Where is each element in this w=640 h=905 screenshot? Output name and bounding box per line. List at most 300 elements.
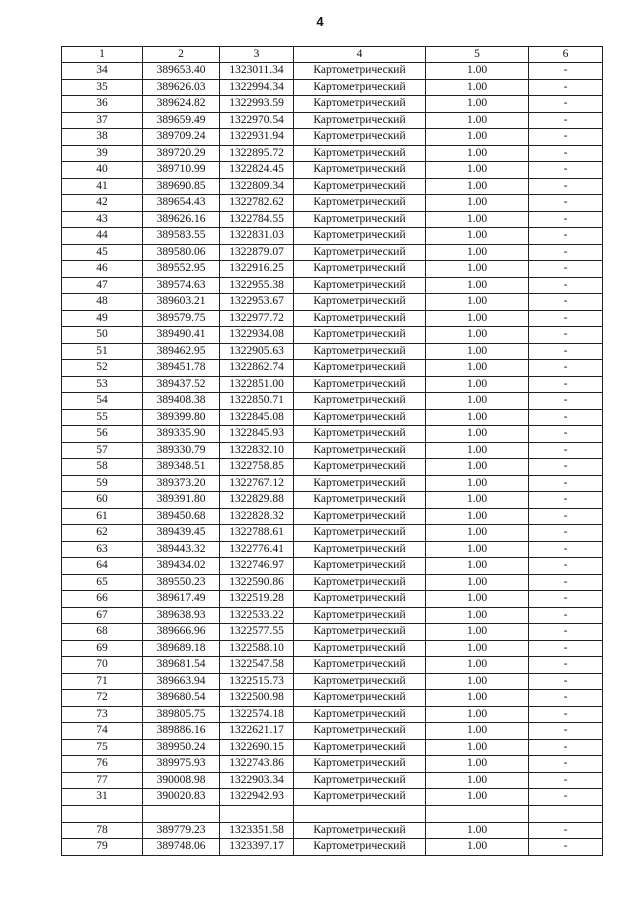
table-row — [62, 690, 603, 707]
table-cell: 1.00 — [426, 211, 529, 228]
table-cell: 1.00 — [426, 442, 529, 459]
table-row — [62, 805, 603, 822]
table-cell: 1322690.15 — [220, 739, 294, 756]
table-cell: 76 — [62, 756, 143, 773]
table-cell: 1.00 — [426, 558, 529, 575]
table-cell: Картометрический — [294, 525, 426, 542]
table-row — [62, 541, 603, 558]
table-cell: 1322743.86 — [220, 756, 294, 773]
table-cell: Картометрический — [294, 459, 426, 476]
table-cell: 389583.55 — [143, 228, 220, 245]
table-cell: Картометрический — [294, 822, 426, 839]
table-cell: 1322977.72 — [220, 310, 294, 327]
table-cell: 1322931.94 — [220, 129, 294, 146]
table-cell: 389654.43 — [143, 195, 220, 212]
column-header: 4 — [294, 47, 426, 63]
table-cell: 389720.29 — [143, 145, 220, 162]
table-cell: Картометрический — [294, 360, 426, 377]
table-cell: Картометрический — [294, 294, 426, 311]
table-cell: - — [529, 96, 603, 113]
table-cell: - — [529, 409, 603, 426]
table-cell: 1.00 — [426, 839, 529, 856]
table-cell: - — [529, 426, 603, 443]
table-cell: 389626.16 — [143, 211, 220, 228]
table-cell: 389886.16 — [143, 723, 220, 740]
table-cell: - — [529, 195, 603, 212]
table-cell: - — [529, 624, 603, 641]
table-cell: - — [529, 376, 603, 393]
table-cell: 389710.99 — [143, 162, 220, 179]
table-cell: 1.00 — [426, 492, 529, 509]
table-cell: 1322934.08 — [220, 327, 294, 344]
table-cell: 1322788.61 — [220, 525, 294, 542]
table-cell: 389950.24 — [143, 739, 220, 756]
table-cell: 1322824.45 — [220, 162, 294, 179]
table-cell: 1.00 — [426, 96, 529, 113]
table-cell: - — [529, 145, 603, 162]
table-cell: 1.00 — [426, 640, 529, 657]
table-cell: Картометрический — [294, 162, 426, 179]
table-cell: 1322809.34 — [220, 178, 294, 195]
table-cell: 1322955.38 — [220, 277, 294, 294]
table-body — [62, 63, 603, 856]
table-cell: 1.00 — [426, 508, 529, 525]
table-cell: - — [529, 261, 603, 278]
table-cell: - — [529, 673, 603, 690]
table-cell: 67 — [62, 607, 143, 624]
table-cell: 389681.54 — [143, 657, 220, 674]
table-row — [62, 310, 603, 327]
table-row — [62, 360, 603, 377]
column-header: 6 — [529, 47, 603, 63]
table-cell: 1322903.34 — [220, 772, 294, 789]
table-cell: - — [529, 294, 603, 311]
table-cell: 63 — [62, 541, 143, 558]
table-cell: 389451.78 — [143, 360, 220, 377]
table-cell: 35 — [62, 79, 143, 96]
table-cell: - — [529, 228, 603, 245]
table-cell: 1.00 — [426, 739, 529, 756]
table-cell: 389617.49 — [143, 591, 220, 608]
table-cell: 78 — [62, 822, 143, 839]
table-cell: Картометрический — [294, 327, 426, 344]
table-cell: 1322879.07 — [220, 244, 294, 261]
table-row — [62, 211, 603, 228]
table-cell: - — [529, 112, 603, 129]
table-cell: - — [529, 690, 603, 707]
table-cell: 1322831.03 — [220, 228, 294, 245]
table-cell: Картометрический — [294, 558, 426, 575]
table-cell: 390008.98 — [143, 772, 220, 789]
table-cell: 389663.94 — [143, 673, 220, 690]
table-cell: 1322519.28 — [220, 591, 294, 608]
table-cell: - — [529, 343, 603, 360]
table-cell: 1.00 — [426, 541, 529, 558]
table-cell: 64 — [62, 558, 143, 575]
table-cell: 1.00 — [426, 343, 529, 360]
table-cell: 53 — [62, 376, 143, 393]
table-cell: 77 — [62, 772, 143, 789]
table-cell: - — [529, 63, 603, 80]
table-row — [62, 558, 603, 575]
table-cell: 40 — [62, 162, 143, 179]
table-cell: 389552.95 — [143, 261, 220, 278]
table-cell: 47 — [62, 277, 143, 294]
table-cell: - — [529, 839, 603, 856]
column-header: 2 — [143, 47, 220, 63]
table-cell: 1.00 — [426, 822, 529, 839]
table-row — [62, 657, 603, 674]
table-cell: 44 — [62, 228, 143, 245]
table-cell: 36 — [62, 96, 143, 113]
table-cell: - — [529, 393, 603, 410]
table-cell: - — [529, 558, 603, 575]
table-cell: 43 — [62, 211, 143, 228]
table-cell: 1.00 — [426, 756, 529, 773]
table-row — [62, 508, 603, 525]
table-cell: 71 — [62, 673, 143, 690]
table-cell: 1.00 — [426, 195, 529, 212]
table-cell: 39 — [62, 145, 143, 162]
table-cell: 389437.52 — [143, 376, 220, 393]
table-cell: 1.00 — [426, 261, 529, 278]
table-cell: - — [529, 508, 603, 525]
table-cell: 1322577.55 — [220, 624, 294, 641]
table-row — [62, 591, 603, 608]
table-row — [62, 162, 603, 179]
table-cell: Картометрический — [294, 772, 426, 789]
table-cell: 46 — [62, 261, 143, 278]
table-cell: Картометрический — [294, 673, 426, 690]
table-cell: 389779.23 — [143, 822, 220, 839]
table-cell: Картометрический — [294, 426, 426, 443]
table-cell: 1322588.10 — [220, 640, 294, 657]
table-cell: 66 — [62, 591, 143, 608]
table-row — [62, 839, 603, 856]
table-cell: 389462.95 — [143, 343, 220, 360]
column-number-row — [62, 47, 603, 63]
table-cell: 68 — [62, 624, 143, 641]
table-cell: 69 — [62, 640, 143, 657]
table-cell: Картометрический — [294, 343, 426, 360]
table-cell: 70 — [62, 657, 143, 674]
table-cell: 1.00 — [426, 690, 529, 707]
table-cell: Картометрический — [294, 492, 426, 509]
table-cell: - — [529, 277, 603, 294]
table-cell — [62, 805, 143, 822]
table-cell: 57 — [62, 442, 143, 459]
table-row — [62, 112, 603, 129]
table-cell: 1322784.55 — [220, 211, 294, 228]
table-cell: 61 — [62, 508, 143, 525]
table-cell: 389603.21 — [143, 294, 220, 311]
table-row — [62, 178, 603, 195]
table-row — [62, 574, 603, 591]
table-cell: 1322758.85 — [220, 459, 294, 476]
table-cell: 1.00 — [426, 426, 529, 443]
table-cell: 389373.20 — [143, 475, 220, 492]
table-cell: - — [529, 739, 603, 756]
table-cell: - — [529, 360, 603, 377]
table-cell: 1.00 — [426, 475, 529, 492]
table-cell: 62 — [62, 525, 143, 542]
table-cell: Картометрический — [294, 739, 426, 756]
table-cell: 79 — [62, 839, 143, 856]
table-cell: 1322782.62 — [220, 195, 294, 212]
table-row — [62, 673, 603, 690]
table-cell: 1322862.74 — [220, 360, 294, 377]
table-cell: Картометрический — [294, 129, 426, 146]
table-cell: 1.00 — [426, 63, 529, 80]
table-cell: 49 — [62, 310, 143, 327]
table-cell: - — [529, 657, 603, 674]
table-row — [62, 409, 603, 426]
table-cell: Картометрический — [294, 706, 426, 723]
table-cell: 1322776.41 — [220, 541, 294, 558]
table-cell: 1322828.32 — [220, 508, 294, 525]
table-cell: 1322590.86 — [220, 574, 294, 591]
table-cell: Картометрический — [294, 310, 426, 327]
table-cell: 55 — [62, 409, 143, 426]
table-cell: 389399.80 — [143, 409, 220, 426]
table-row — [62, 228, 603, 245]
table-cell: 1322832.10 — [220, 442, 294, 459]
table-cell: 72 — [62, 690, 143, 707]
table-cell: Картометрический — [294, 178, 426, 195]
table-cell: Картометрический — [294, 640, 426, 657]
table-cell: 389579.75 — [143, 310, 220, 327]
table-cell: 389680.54 — [143, 690, 220, 707]
table-cell: - — [529, 607, 603, 624]
table-row — [62, 96, 603, 113]
table-cell: 1322515.73 — [220, 673, 294, 690]
table-cell: Картометрический — [294, 409, 426, 426]
table-cell: 1322895.72 — [220, 145, 294, 162]
coordinates-table — [61, 46, 603, 856]
table-cell: - — [529, 129, 603, 146]
table-cell: Картометрический — [294, 723, 426, 740]
table-cell: 1322767.12 — [220, 475, 294, 492]
table-cell: Картометрический — [294, 244, 426, 261]
table-cell: - — [529, 178, 603, 195]
table-cell: 1.00 — [426, 376, 529, 393]
table-row — [62, 277, 603, 294]
table-cell: 1323397.17 — [220, 839, 294, 856]
table-cell: 1.00 — [426, 360, 529, 377]
table-row — [62, 195, 603, 212]
table-row — [62, 426, 603, 443]
table-cell: 389748.06 — [143, 839, 220, 856]
table-cell: 1.00 — [426, 574, 529, 591]
table-cell: 389709.24 — [143, 129, 220, 146]
table-cell: 389666.96 — [143, 624, 220, 641]
table-cell: 389659.49 — [143, 112, 220, 129]
table-cell: 41 — [62, 178, 143, 195]
table-cell: 54 — [62, 393, 143, 410]
table-cell: 1322574.18 — [220, 706, 294, 723]
table-cell: Картометрический — [294, 261, 426, 278]
table-cell: 1.00 — [426, 673, 529, 690]
table-cell: 38 — [62, 129, 143, 146]
table-cell: - — [529, 525, 603, 542]
table-cell: 389574.63 — [143, 277, 220, 294]
table-cell: 1.00 — [426, 772, 529, 789]
table-row — [62, 393, 603, 410]
table-cell: 389638.93 — [143, 607, 220, 624]
table-cell: - — [529, 162, 603, 179]
table-cell: 1.00 — [426, 789, 529, 806]
table-row — [62, 459, 603, 476]
table-cell: 1323351.58 — [220, 822, 294, 839]
table-cell: 389335.90 — [143, 426, 220, 443]
table-cell: Картометрический — [294, 277, 426, 294]
table-cell: - — [529, 772, 603, 789]
table-cell: 1.00 — [426, 162, 529, 179]
table-cell: - — [529, 310, 603, 327]
table-cell: 389626.03 — [143, 79, 220, 96]
table-cell: 1322905.63 — [220, 343, 294, 360]
table-cell: - — [529, 723, 603, 740]
table-cell: 1323011.34 — [220, 63, 294, 80]
table-cell: - — [529, 789, 603, 806]
table-cell: 389408.38 — [143, 393, 220, 410]
table-cell: 389439.45 — [143, 525, 220, 542]
table-cell: 45 — [62, 244, 143, 261]
table-cell: Картометрический — [294, 376, 426, 393]
table-row — [62, 294, 603, 311]
table-cell: 1322746.97 — [220, 558, 294, 575]
table-cell: 1.00 — [426, 327, 529, 344]
table-cell: 37 — [62, 112, 143, 129]
table-cell: 74 — [62, 723, 143, 740]
table-cell: 42 — [62, 195, 143, 212]
table-cell: 75 — [62, 739, 143, 756]
table-cell: 389450.68 — [143, 508, 220, 525]
column-header: 1 — [62, 47, 143, 63]
table-row — [62, 261, 603, 278]
table-cell: 389391.80 — [143, 492, 220, 509]
table-cell — [143, 805, 220, 822]
table-cell: 1322500.98 — [220, 690, 294, 707]
table-cell: 389434.02 — [143, 558, 220, 575]
table-cell: 1.00 — [426, 624, 529, 641]
table-cell: 389653.40 — [143, 63, 220, 80]
table-cell: Картометрический — [294, 475, 426, 492]
table-cell — [220, 805, 294, 822]
table-cell: 59 — [62, 475, 143, 492]
table-cell: Картометрический — [294, 607, 426, 624]
table-cell: - — [529, 442, 603, 459]
table-cell: 1.00 — [426, 244, 529, 261]
table-cell: Картометрический — [294, 839, 426, 856]
table-cell: 52 — [62, 360, 143, 377]
table-cell: 389330.79 — [143, 442, 220, 459]
table-cell: 1.00 — [426, 657, 529, 674]
table-cell: 31 — [62, 789, 143, 806]
table-row — [62, 789, 603, 806]
table-cell — [529, 805, 603, 822]
table-cell: - — [529, 591, 603, 608]
column-header: 5 — [426, 47, 529, 63]
table-row — [62, 442, 603, 459]
table-row — [62, 772, 603, 789]
table-cell: Картометрический — [294, 756, 426, 773]
table-cell: Картометрический — [294, 393, 426, 410]
table-cell: Картометрический — [294, 789, 426, 806]
table-cell: Картометрический — [294, 211, 426, 228]
table-cell: 73 — [62, 706, 143, 723]
table-cell: 1322942.93 — [220, 789, 294, 806]
table-cell: Картометрический — [294, 541, 426, 558]
table-cell: 1.00 — [426, 294, 529, 311]
table-cell: - — [529, 211, 603, 228]
table-cell: Картометрический — [294, 63, 426, 80]
table-cell: 390020.83 — [143, 789, 220, 806]
table-cell: 1.00 — [426, 79, 529, 96]
table-row — [62, 624, 603, 641]
table-cell: 389348.51 — [143, 459, 220, 476]
table-cell: - — [529, 244, 603, 261]
table-cell: 1.00 — [426, 129, 529, 146]
table-row — [62, 492, 603, 509]
table-row — [62, 756, 603, 773]
table-row — [62, 376, 603, 393]
table-cell: Картометрический — [294, 112, 426, 129]
table-cell: 58 — [62, 459, 143, 476]
table-cell: 1.00 — [426, 591, 529, 608]
table-cell: Картометрический — [294, 657, 426, 674]
table-cell: 1.00 — [426, 145, 529, 162]
table-cell: Картометрический — [294, 96, 426, 113]
table-row — [62, 723, 603, 740]
table-cell: 51 — [62, 343, 143, 360]
table-cell: Картометрический — [294, 442, 426, 459]
table-cell: Картометрический — [294, 574, 426, 591]
table-row — [62, 63, 603, 80]
table-cell: - — [529, 459, 603, 476]
table-cell: 389805.75 — [143, 706, 220, 723]
table-cell: 389490.41 — [143, 327, 220, 344]
table-cell — [426, 805, 529, 822]
table-cell: Картометрический — [294, 690, 426, 707]
table-cell: - — [529, 541, 603, 558]
table-cell: 1322845.93 — [220, 426, 294, 443]
page-number: 4 — [316, 14, 324, 29]
table-row — [62, 475, 603, 492]
table-row — [62, 129, 603, 146]
table-cell: 1.00 — [426, 525, 529, 542]
table-cell: 1322547.58 — [220, 657, 294, 674]
table-cell: 1.00 — [426, 393, 529, 410]
table-cell: - — [529, 492, 603, 509]
table-cell: - — [529, 79, 603, 96]
table-cell: 389690.85 — [143, 178, 220, 195]
table-cell: - — [529, 756, 603, 773]
table-cell: 56 — [62, 426, 143, 443]
table-cell: 48 — [62, 294, 143, 311]
table-row — [62, 706, 603, 723]
table-cell: 389975.93 — [143, 756, 220, 773]
table-cell: 1322845.08 — [220, 409, 294, 426]
table-row — [62, 640, 603, 657]
table-cell: Картометрический — [294, 79, 426, 96]
table-cell: 34 — [62, 63, 143, 80]
table-cell: Картометрический — [294, 228, 426, 245]
table-cell: 1322851.00 — [220, 376, 294, 393]
table-cell: Картометрический — [294, 591, 426, 608]
table-cell: 1.00 — [426, 723, 529, 740]
table-cell: 1322970.54 — [220, 112, 294, 129]
